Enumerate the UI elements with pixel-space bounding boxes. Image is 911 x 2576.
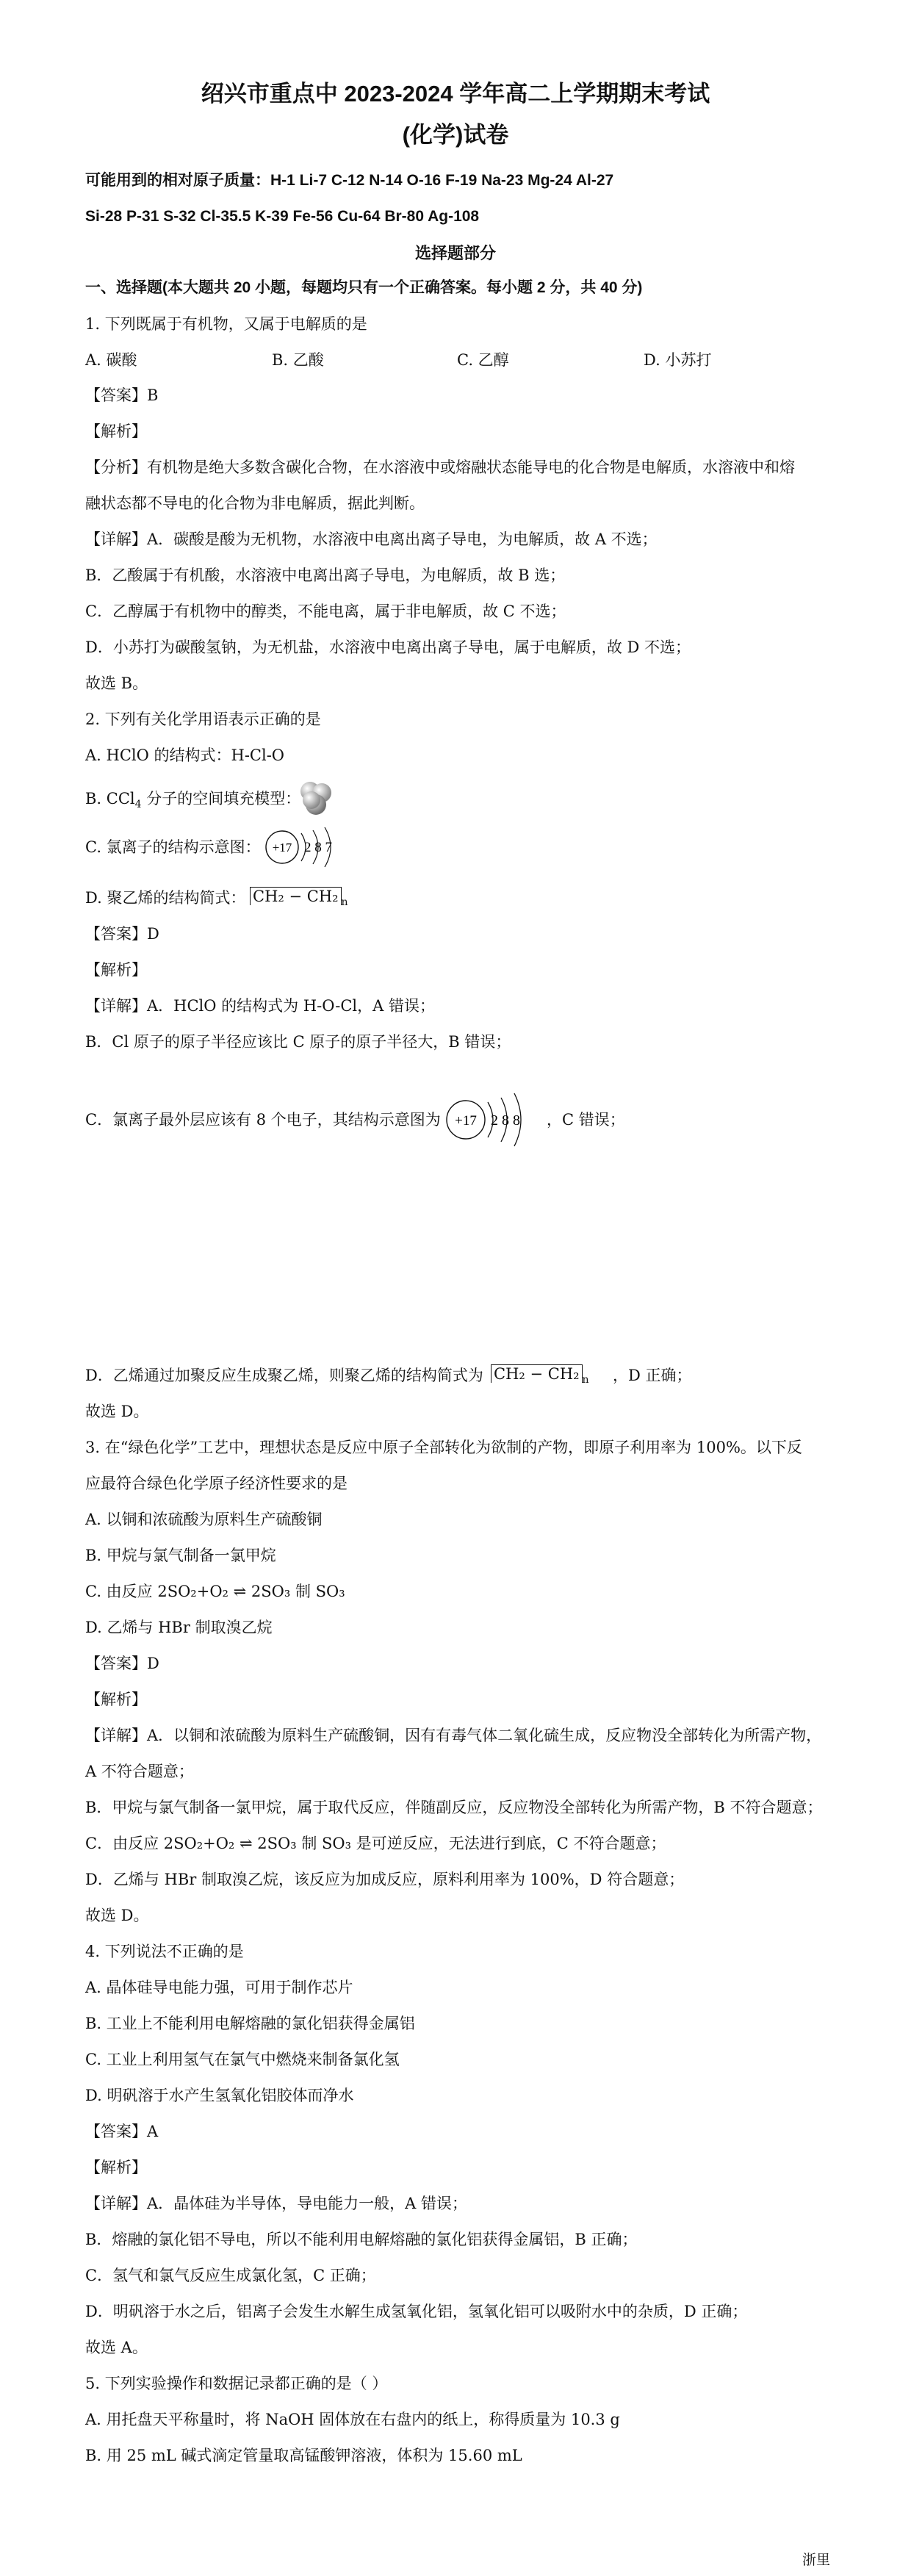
part-heading: 一、选择题(本大题共 20 小题，每题均只有一个正确答案。每小题 2 分，共 40 分) [85,279,643,296]
exam-subtitle: (化学)试卷 [402,122,509,148]
q3-option-a: A. 以铜和浓硫酸为原料生产硫酸铜 [85,1511,323,1528]
q2-option-b-sub: 4 [134,799,142,811]
q2-option-b-pre: B. CCl [85,790,135,807]
q4-detail-d: D．明矾溶于水之后，铝离子会发生水解生成氢氧化铝，氢氧化铝可以吸附水中的杂质，D 正确； [85,2303,748,2320]
formula-n: n [341,896,348,909]
q1-detail-d: D．小苏打为碳酸氢钠，为无机盐，水溶液中电离出离子导电，属于电解质，故 D 不选； [85,638,691,656]
q3-detail-c: C．由反应 2SO₂+O₂ ⇌ 2SO₃ 制 SO₃ 是可逆反应，无法进行到底，C 不符合题意； [85,1835,666,1852]
q2-detail-c: C．氯离子最外层应该有 8 个电子，其结构示意图为 [85,1111,441,1129]
q1-conclusion: 故选 B。 [85,674,148,692]
electron-shells: 2 8 7 [304,840,332,855]
q2-option-d: D. 聚乙烯的结构简式： [85,889,246,907]
q2-option-c: C. 氯离子的结构示意图： [85,838,261,856]
q1-analysis-2: 融状态都不导电的化合物为非电解质，据此判断。 [85,494,425,512]
q2-detail-a: 【详解】A．HClO 的结构式为 H-O-Cl，A 错误； [85,997,435,1015]
q1-jiexi: 【解析】 [85,422,147,440]
q4-option-a: A. 晶体硅导电能力强，可用于制作芯片 [85,1979,353,1996]
q1-option-c: C. 乙醇 [457,351,509,369]
q4-option-c: C. 工业上利用氢气在氯气中燃烧来制备氯化氢 [85,2051,400,2068]
q1-option-a: A. 碳酸 [85,351,137,369]
atomic-masses-line-1: 可能用到的相对原子质量：H-1 Li-7 C-12 N-14 O-16 F-19 Na-23 Mg-24 Al-27 [85,172,614,189]
q1-stem: 1. 下列既属于有机物，又属于电解质的是 [85,315,367,333]
q2-answer: 【答案】D [85,925,159,943]
q4-option-d: D. 明矾溶于水产生氢氧化铝胶体而净水 [85,2087,354,2104]
polyethylene-formula-wrong [250,886,348,913]
q4-detail-a: 【详解】A．晶体硅为半导体，导电能力一般，A 错误； [85,2195,468,2212]
nucleus-charge: +17 [272,841,292,855]
q2-stem: 2. 下列有关化学用语表示正确的是 [85,710,321,728]
q4-option-b: B. 工业上不能利用电解熔融的氯化铝获得金属铝 [85,2015,415,2032]
q1-detail-c: C．乙醇属于有机物中的醇类，不能电离，属于非电解质，故 C 不选； [85,602,566,620]
q3-stem-2: 应最符合绿色化学原子经济性要求的是 [85,1475,348,1492]
q1-answer: 【答案】B [85,386,159,404]
q4-detail-b: B．熔融的氯化铝不导电，所以不能利用电解熔融的氯化铝获得金属铝，B 正确； [85,2231,638,2248]
q3-detail-d: D．乙烯与 HBr 制取溴乙烷，该反应为加成反应，原料利用率为 100%，D 符合题意； [85,1871,685,1888]
section-heading: 选择题部分 [414,244,496,262]
q2-option-b-post: 分子的空间填充模型： [141,790,301,807]
q4-jiexi: 【解析】 [85,2159,147,2176]
q5-option-b: B. 用 25 mL 碱式滴定管量取高锰酸钾溶液，体积为 15.60 mL [85,2447,522,2464]
atomic-masses-line-2: Si-28 P-31 S-32 Cl-35.5 K-39 Fe-56 Cu-64 Br-80 Ag-108 [85,208,480,225]
q2-conclusion: 故选 D。 [85,1403,149,1420]
q4-conclusion: 故选 A。 [85,2339,148,2356]
q4-answer: 【答案】A [85,2123,159,2140]
formula-n: n [582,1374,589,1386]
q2-detail-c-end: ，C 错误； [547,1111,625,1129]
ccl4-space-filling-model-icon [294,775,338,819]
footer-mark: 浙里 [802,2552,831,2568]
q1-detail-a: 【详解】A．碳酸是酸为无机物，水溶液中电离出离子导电，为电解质，故 A 不选； [85,530,658,548]
q1-analysis-1: 【分析】有机物是绝大多数含碳化合物，在水溶液中或熔融状态能导电的化合物是电解质，水溶液中和熔 [85,458,795,476]
q3-option-d: D. 乙烯与 HBr 制取溴乙烷 [85,1619,273,1636]
q3-stem-1: 3. 在“绿色化学”工艺中，理想状态是反应中原子全部转化为欲制的产物，即原子利用率为 100%。以下反 [85,1439,802,1456]
chloride-ion-diagram-correct [441,1087,544,1151]
nucleus-charge: +17 [455,1113,477,1129]
q2-jiexi: 【解析】 [85,961,147,979]
q3-option-c: C. 由反应 2SO₂+O₂ ⇌ 2SO₃ 制 SO₃ [85,1583,345,1600]
q3-jiexi: 【解析】 [85,1691,147,1708]
q4-detail-c: C．氢气和氯气反应生成氯化氢，C 正确； [85,2267,376,2284]
polyethylene-formula-correct [491,1364,589,1390]
chloride-ion-diagram-wrong [262,821,357,873]
q2-option-b [85,788,300,815]
q3-conclusion: 故选 D。 [85,1907,149,1924]
exam-title: 绍兴市重点中 2023-2024 学年高二上学期期末考试 [201,81,710,107]
q1-detail-b: B．乙酸属于有机酸，水溶液中电离出离子导电，为电解质，故 B 选； [85,566,566,584]
q3-detail-a-1: 【详解】A．以铜和浓硫酸为原料生产硫酸铜，因有有毒气体二氧化硫生成，反应物没全部转化为所需产物， [85,1727,822,1744]
q5-stem: 5. 下列实验操作和数据记录都正确的是（ ） [85,2375,388,2392]
q1-option-d: D. 小苏打 [644,351,712,369]
q3-option-b: B. 甲烷与氯气制备一氯甲烷 [85,1547,276,1564]
q3-detail-b: B．甲烷与氯气制备一氯甲烷，属于取代反应，伴随副反应，反应物没全部转化为所需产物，B 不符合题意； [85,1799,823,1816]
formula-bracket: CH₂ − CH₂ [250,887,342,905]
q2-detail-b: B．Cl 原子的原子半径应该比 C 原子的原子半径大，B 错误； [85,1033,511,1051]
q2-detail-d: D．乙烯通过加聚反应生成聚乙烯，则聚乙烯的结构简式为 [85,1367,483,1384]
q2-option-a: A. HClO 的结构式：H-Cl-O [85,746,285,764]
formula-bracket: CH₂ − CH₂ [491,1364,583,1383]
q1-option-b: B. 乙酸 [272,351,324,369]
q3-detail-a-2: A 不符合题意； [85,1763,194,1780]
q3-answer: 【答案】D [85,1655,159,1672]
electron-shells: 2 8 8 [491,1112,520,1129]
q5-option-a: A. 用托盘天平称量时，将 NaOH 固体放在右盘内的纸上，称得质量为 10.3 g [85,2411,620,2428]
q2-detail-d-end: ，D 正确； [613,1367,692,1384]
q4-stem: 4. 下列说法不正确的是 [85,1943,244,1960]
